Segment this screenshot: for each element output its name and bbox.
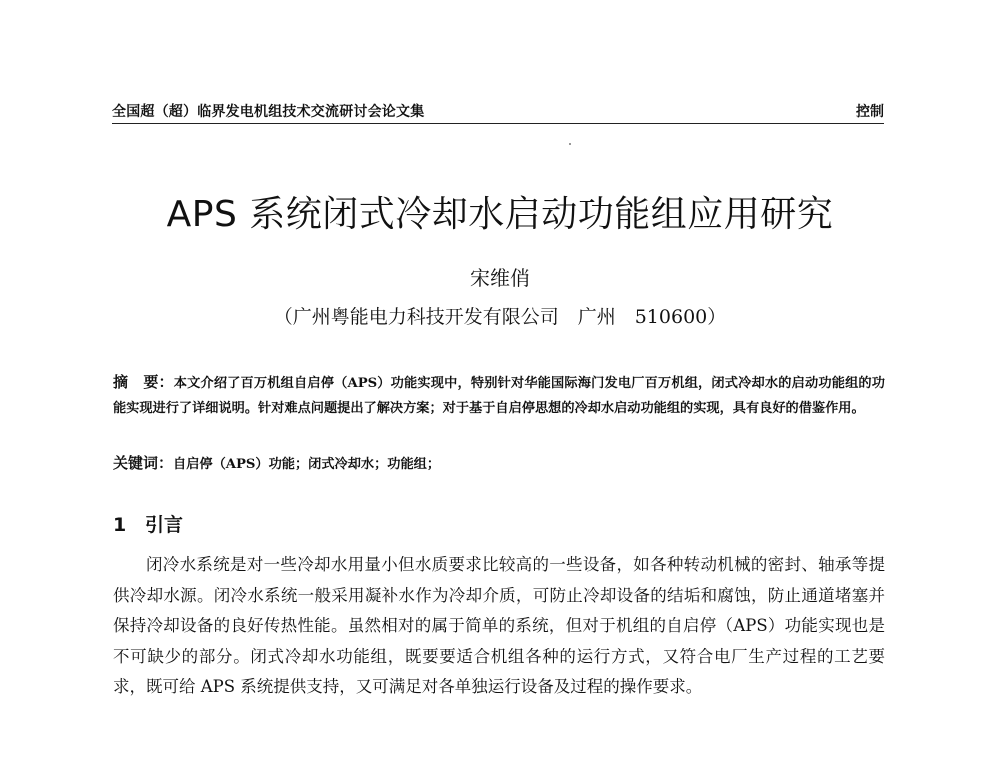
scan-speck: [569, 143, 571, 145]
running-header: [112, 101, 884, 124]
keywords-label: 关键词：: [113, 454, 174, 472]
abstract: [113, 370, 885, 421]
section-title: 引言: [145, 514, 184, 536]
section-heading: [113, 510, 183, 537]
section-number: 1: [113, 514, 127, 536]
keywords: [113, 451, 885, 477]
abstract-text: 本文介绍了百万机组自启停（APS）功能实现中，特别针对华能国际海门发电厂百万机组，闭式冷却水的启动功能组的功能实现进行了详细说明。针对难点问题提出了解决方案；对于基于自启停思想的冷却水启动功能组的实现，具有良好的借鉴作用。: [113, 376, 885, 416]
paper-title: APS 系统闭式冷却水启动功能组应用研究: [166, 194, 834, 235]
author-name: 宋维俏: [470, 266, 530, 290]
keywords-text: 自启停（APS）功能；闭式冷却水；功能组；: [173, 457, 441, 472]
abstract-label: 摘 要：: [113, 373, 174, 391]
author-affiliation: （广州粤能电力科技开发有限公司 广州 510600）: [273, 306, 727, 328]
section-category: 控制: [856, 104, 884, 120]
proceedings-title: 全国超（超）临界发电机组技术交流研讨会论文集: [112, 104, 425, 120]
body-paragraph: 闭冷水系统是对一些冷却水用量小但水质要求比较高的一些设备，如各种转动机械的密封、轴承等提供冷却水源。闭冷水系统一般采用凝补水作为冷却介质，可防止冷却设备的结垢和腐蚀，防止通道堵塞并保持冷却设备的良好传热性能。虽然相对的属于简单的系统，但对于机组的自启停（APS）功能实现也是不可缺少的部分。闭式冷却水功能组，既要要适合机组各种的运行方式，又符合电厂生产过程的工艺要求，既可给 APS 系统提供支持，又可满足对各单独运行设备及过程的操作要求。: [113, 555, 885, 696]
